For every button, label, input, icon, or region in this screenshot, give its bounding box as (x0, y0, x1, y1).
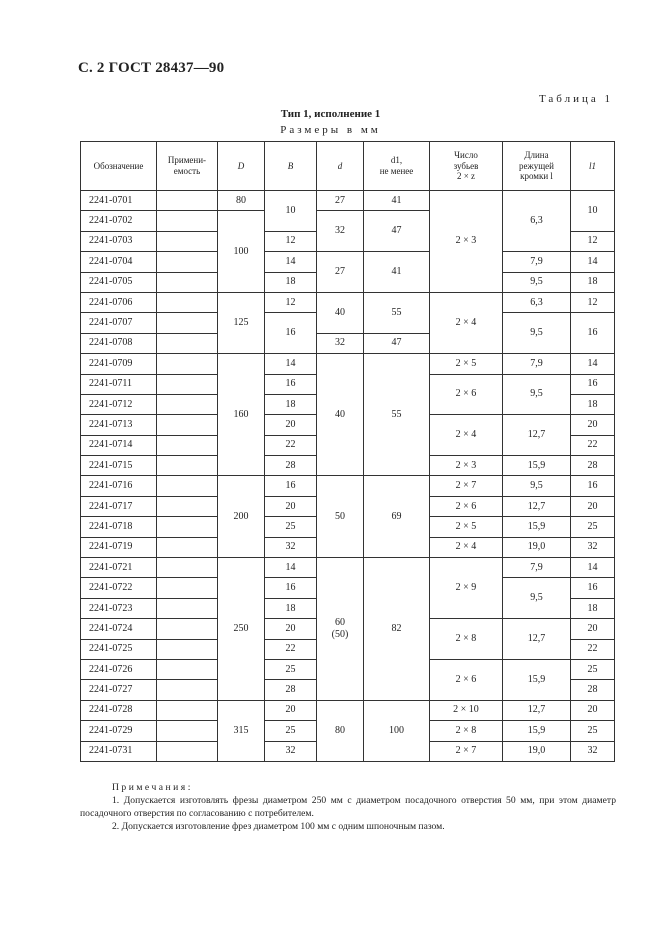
length-cell: 15,9 (503, 659, 571, 700)
teeth-cell: 2 × 7 (430, 476, 503, 496)
applicability-cell (157, 272, 218, 292)
table-row (81, 558, 615, 578)
B-cell: 22 (265, 435, 317, 455)
designation-cell: 2241-0701 (81, 191, 157, 211)
d1-cell: 47 (364, 333, 430, 353)
length-cell: 9,5 (503, 578, 571, 619)
col-d: d (317, 142, 364, 191)
designation-cell: 2241-0708 (81, 333, 157, 353)
applicability-cell (157, 700, 218, 720)
B-cell: 25 (265, 517, 317, 537)
D-cell: 160 (218, 354, 265, 476)
teeth-cell: 2 × 4 (430, 415, 503, 456)
l1-cell: 14 (571, 354, 615, 374)
length-cell: 6,3 (503, 292, 571, 312)
applicability-cell (157, 252, 218, 272)
B-cell: 18 (265, 272, 317, 292)
teeth-cell: 2 × 9 (430, 558, 503, 619)
d1-cell: 55 (364, 292, 430, 333)
l1-cell: 20 (571, 496, 615, 516)
d-cell: 50 (317, 476, 364, 558)
col-l1: l1 (571, 142, 615, 191)
l1-cell: 12 (571, 292, 615, 312)
l1-cell: 25 (571, 721, 615, 741)
D-cell: 250 (218, 558, 265, 701)
D-cell: 315 (218, 700, 265, 761)
B-cell: 20 (265, 415, 317, 435)
col-length: Длина режущей кромки l (503, 142, 571, 191)
d-cell: 80 (317, 700, 364, 761)
designation-cell: 2241-0726 (81, 659, 157, 679)
applicability-cell (157, 394, 218, 414)
designation-cell: 2241-0729 (81, 721, 157, 741)
applicability-cell (157, 578, 218, 598)
table-row (81, 252, 615, 272)
length-cell: 12,7 (503, 619, 571, 660)
table-row (81, 700, 615, 720)
d1-cell: 41 (364, 252, 430, 293)
l1-cell: 18 (571, 272, 615, 292)
l1-cell: 20 (571, 415, 615, 435)
designation-cell: 2241-0705 (81, 272, 157, 292)
d-cell: 60 (50) (317, 558, 364, 701)
applicability-cell (157, 741, 218, 761)
designation-cell: 2241-0724 (81, 619, 157, 639)
applicability-cell (157, 517, 218, 537)
table-title: Тип 1, исполнение 1 (280, 108, 381, 120)
applicability-cell (157, 456, 218, 476)
designation-cell: 2241-0731 (81, 741, 157, 761)
table-row (81, 354, 615, 374)
designation-cell: 2241-0718 (81, 517, 157, 537)
B-cell: 14 (265, 354, 317, 374)
designation-cell: 2241-0711 (81, 374, 157, 394)
l1-cell: 16 (571, 476, 615, 496)
applicability-cell (157, 659, 218, 679)
d1-cell: 55 (364, 354, 430, 476)
length-cell: 15,9 (503, 517, 571, 537)
d1-cell: 47 (364, 211, 430, 252)
length-cell: 12,7 (503, 415, 571, 456)
designation-cell: 2241-0706 (81, 292, 157, 312)
length-cell: 9,5 (503, 374, 571, 415)
applicability-cell (157, 354, 218, 374)
applicability-cell (157, 619, 218, 639)
applicability-cell (157, 191, 218, 211)
teeth-cell: 2 × 5 (430, 354, 503, 374)
d1-cell: 82 (364, 558, 430, 701)
B-cell: 12 (265, 292, 317, 312)
d1-cell: 41 (364, 191, 430, 211)
D-cell: 80 (218, 191, 265, 211)
teeth-cell: 2 × 4 (430, 537, 503, 557)
designation-cell: 2241-0728 (81, 700, 157, 720)
l1-cell: 12 (571, 231, 615, 251)
col-d1: d1, не менее (364, 142, 430, 191)
l1-cell: 18 (571, 394, 615, 414)
designation-cell: 2241-0707 (81, 313, 157, 333)
teeth-cell: 2 × 8 (430, 619, 503, 660)
D-cell: 200 (218, 476, 265, 558)
applicability-cell (157, 496, 218, 516)
teeth-cell: 2 × 7 (430, 741, 503, 761)
l1-cell: 22 (571, 435, 615, 455)
length-cell: 15,9 (503, 456, 571, 476)
applicability-cell (157, 435, 218, 455)
B-cell: 14 (265, 558, 317, 578)
applicability-cell (157, 415, 218, 435)
length-cell: 12,7 (503, 700, 571, 720)
length-cell: 12,7 (503, 496, 571, 516)
col-designation: Обозначение (81, 142, 157, 191)
d-cell: 40 (317, 292, 364, 333)
l1-cell: 25 (571, 517, 615, 537)
applicability-cell (157, 292, 218, 312)
B-cell: 22 (265, 639, 317, 659)
designation-cell: 2241-0712 (81, 394, 157, 414)
D-cell: 125 (218, 292, 265, 353)
designation-cell: 2241-0727 (81, 680, 157, 700)
table-header-row (81, 142, 615, 191)
B-cell: 20 (265, 619, 317, 639)
length-cell: 7,9 (503, 558, 571, 578)
B-cell: 16 (265, 313, 317, 354)
designation-cell: 2241-0716 (81, 476, 157, 496)
designation-cell: 2241-0723 (81, 598, 157, 618)
l1-cell: 16 (571, 313, 615, 354)
col-B: B (265, 142, 317, 191)
l1-cell: 20 (571, 700, 615, 720)
applicability-cell (157, 639, 218, 659)
notes-heading: Примечания: (112, 782, 193, 793)
l1-cell: 22 (571, 639, 615, 659)
applicability-cell (157, 598, 218, 618)
designation-cell: 2241-0717 (81, 496, 157, 516)
B-cell: 16 (265, 374, 317, 394)
length-cell: 9,5 (503, 272, 571, 292)
note-item: 2. Допускается изготовление фрез диаметром 100 мм с одним шпоночным пазом. (112, 821, 445, 832)
B-cell: 10 (265, 191, 317, 232)
length-cell: 19,0 (503, 741, 571, 761)
teeth-cell: 2 × 3 (430, 456, 503, 476)
length-cell: 9,5 (503, 476, 571, 496)
dimensions-table (80, 141, 615, 762)
col-teeth: Число зубьев 2 × z (430, 142, 503, 191)
B-cell: 16 (265, 578, 317, 598)
d-cell: 32 (317, 211, 364, 252)
designation-cell: 2241-0702 (81, 211, 157, 231)
applicability-cell (157, 313, 218, 333)
B-cell: 18 (265, 598, 317, 618)
designation-cell: 2241-0719 (81, 537, 157, 557)
B-cell: 32 (265, 537, 317, 557)
teeth-cell: 2 × 6 (430, 659, 503, 700)
designation-cell: 2241-0703 (81, 231, 157, 251)
d1-cell: 100 (364, 700, 430, 761)
l1-cell: 32 (571, 741, 615, 761)
designation-cell: 2241-0714 (81, 435, 157, 455)
d-cell: 27 (317, 252, 364, 293)
B-cell: 12 (265, 231, 317, 251)
B-cell: 20 (265, 496, 317, 516)
teeth-cell: 2 × 10 (430, 700, 503, 720)
length-cell: 7,9 (503, 354, 571, 374)
teeth-cell: 2 × 5 (430, 517, 503, 537)
l1-cell: 14 (571, 558, 615, 578)
l1-cell: 14 (571, 252, 615, 272)
col-applicability: Примени- емость (157, 142, 218, 191)
B-cell: 32 (265, 741, 317, 761)
d-cell: 40 (317, 354, 364, 476)
l1-cell: 10 (571, 191, 615, 232)
teeth-cell: 2 × 3 (430, 191, 503, 293)
applicability-cell (157, 537, 218, 557)
applicability-cell (157, 476, 218, 496)
applicability-cell (157, 558, 218, 578)
l1-cell: 18 (571, 598, 615, 618)
l1-cell: 28 (571, 680, 615, 700)
d1-cell: 69 (364, 476, 430, 558)
teeth-cell: 2 × 8 (430, 721, 503, 741)
table-subtitle: Размеры в мм (280, 124, 381, 136)
l1-cell: 32 (571, 537, 615, 557)
designation-cell: 2241-0722 (81, 578, 157, 598)
l1-cell: 16 (571, 578, 615, 598)
length-cell: 19,0 (503, 537, 571, 557)
applicability-cell (157, 374, 218, 394)
designation-cell: 2241-0704 (81, 252, 157, 272)
length-cell: 6,3 (503, 191, 571, 252)
note-item: 1. Допускается изготовлять фрезы диаметром 250 мм с диаметром посадочного отверстия 50 мм, при этом диаметр посадочного отверстия по согласованию с потребителем. (80, 795, 616, 819)
d-cell: 32 (317, 333, 364, 353)
designation-cell: 2241-0709 (81, 354, 157, 374)
page-header: С. 2 ГОСТ 28437—90 (78, 60, 225, 76)
length-cell: 15,9 (503, 721, 571, 741)
B-cell: 14 (265, 252, 317, 272)
designation-cell: 2241-0713 (81, 415, 157, 435)
length-cell: 7,9 (503, 252, 571, 272)
table-label: Таблица 1 (538, 93, 613, 105)
l1-cell: 28 (571, 456, 615, 476)
teeth-cell: 2 × 4 (430, 292, 503, 353)
B-cell: 18 (265, 394, 317, 414)
applicability-cell (157, 333, 218, 353)
applicability-cell (157, 721, 218, 741)
applicability-cell (157, 231, 218, 251)
D-cell: 100 (218, 211, 265, 293)
table-row (81, 476, 615, 496)
l1-cell: 16 (571, 374, 615, 394)
designation-cell: 2241-0725 (81, 639, 157, 659)
notes-section (80, 781, 616, 833)
applicability-cell (157, 680, 218, 700)
l1-cell: 25 (571, 659, 615, 679)
teeth-cell: 2 × 6 (430, 374, 503, 415)
B-cell: 16 (265, 476, 317, 496)
B-cell: 28 (265, 456, 317, 476)
B-cell: 28 (265, 680, 317, 700)
col-D: D (218, 142, 265, 191)
B-cell: 25 (265, 721, 317, 741)
designation-cell: 2241-0721 (81, 558, 157, 578)
designation-cell: 2241-0715 (81, 456, 157, 476)
table-row (81, 292, 615, 312)
d-cell: 27 (317, 191, 364, 211)
applicability-cell (157, 211, 218, 231)
table-row (81, 191, 615, 211)
teeth-cell: 2 × 6 (430, 496, 503, 516)
B-cell: 25 (265, 659, 317, 679)
length-cell: 9,5 (503, 313, 571, 354)
B-cell: 20 (265, 700, 317, 720)
l1-cell: 20 (571, 619, 615, 639)
